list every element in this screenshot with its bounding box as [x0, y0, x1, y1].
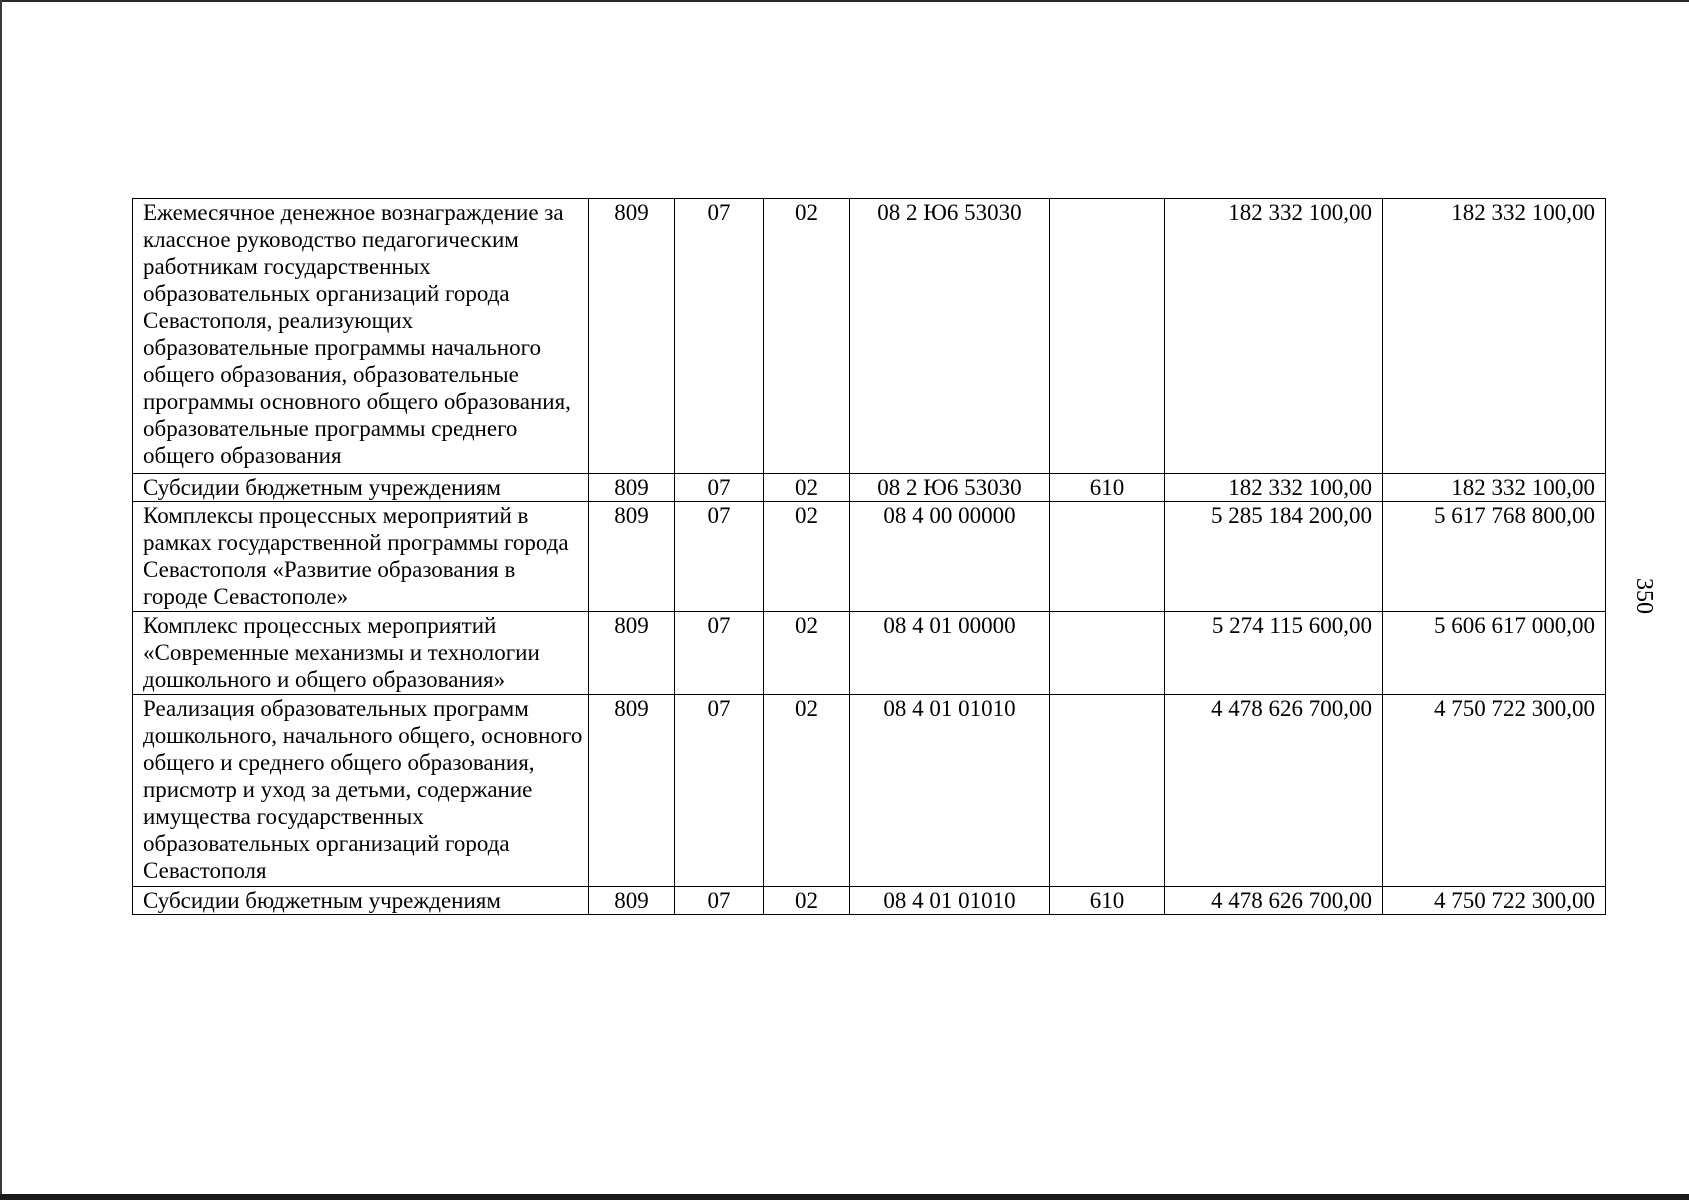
target-article-cell: 08 4 00 00000 — [850, 502, 1050, 612]
ministry-code-cell: 809 — [589, 887, 675, 915]
target-article-cell: 08 4 01 01010 — [850, 695, 1050, 887]
ministry-code-cell: 809 — [589, 474, 675, 502]
target-article-cell: 08 4 01 00000 — [850, 612, 1050, 695]
amount-year1-cell: 5 285 184 200,00 — [1165, 502, 1383, 612]
section-code-cell: 07 — [675, 887, 764, 915]
expense-name-cell: Ежемесячное денежное вознаграждение за классное руководство педагогическим работникам государственных образовательных организаций города Севастополя, реализующих образовательные программы начального общего образования, образовательные программы основного общего образования, образовательные программы среднего общего образования — [133, 199, 589, 474]
ministry-code-cell: 809 — [589, 695, 675, 887]
page-number: 350 — [1631, 578, 1657, 614]
expense-type-cell — [1050, 199, 1165, 474]
table-row — [133, 502, 1606, 612]
ministry-code-cell: 809 — [589, 612, 675, 695]
expense-name-cell: Субсидии бюджетным учреждениям — [133, 474, 589, 502]
table-row — [133, 199, 1606, 474]
table-row — [133, 612, 1606, 695]
scan-border-left — [0, 0, 2, 1200]
section-code-cell: 07 — [675, 695, 764, 887]
subsection-code-cell: 02 — [764, 199, 850, 474]
subsection-code-cell: 02 — [764, 474, 850, 502]
table-row — [133, 695, 1606, 887]
ministry-code-cell: 809 — [589, 199, 675, 474]
expense-name-cell: Субсидии бюджетным учреждениям — [133, 887, 589, 915]
table-row — [133, 887, 1606, 915]
section-code-cell: 07 — [675, 199, 764, 474]
amount-year2-cell: 182 332 100,00 — [1383, 474, 1606, 502]
amount-year2-cell: 182 332 100,00 — [1383, 199, 1606, 474]
subsection-code-cell: 02 — [764, 502, 850, 612]
target-article-cell: 08 2 Ю6 53030 — [850, 199, 1050, 474]
amount-year1-cell: 4 478 626 700,00 — [1165, 695, 1383, 887]
section-code-cell: 07 — [675, 502, 764, 612]
scan-border-bottom — [0, 1194, 1689, 1200]
table-row — [133, 474, 1606, 502]
amount-year2-cell: 4 750 722 300,00 — [1383, 887, 1606, 915]
subsection-code-cell: 02 — [764, 887, 850, 915]
amount-year2-cell: 5 617 768 800,00 — [1383, 502, 1606, 612]
expense-type-cell: 610 — [1050, 887, 1165, 915]
target-article-cell: 08 2 Ю6 53030 — [850, 474, 1050, 502]
expense-type-cell: 610 — [1050, 474, 1165, 502]
expense-name-cell: Комплекс процессных мероприятий «Современные механизмы и технологии дошкольного и общего образования» — [133, 612, 589, 695]
section-code-cell: 07 — [675, 474, 764, 502]
expense-name-cell: Реализация образовательных программ дошкольного, начального общего, основного общего и среднего общего образования, присмотр и уход за детьми, содержание имущества государственных образовательных организаций города Севастополя — [133, 695, 589, 887]
amount-year1-cell: 182 332 100,00 — [1165, 199, 1383, 474]
scan-border-top — [0, 0, 1689, 2]
amount-year1-cell: 4 478 626 700,00 — [1165, 887, 1383, 915]
amount-year1-cell: 182 332 100,00 — [1165, 474, 1383, 502]
amount-year2-cell: 4 750 722 300,00 — [1383, 695, 1606, 887]
target-article-cell: 08 4 01 01010 — [850, 887, 1050, 915]
ministry-code-cell: 809 — [589, 502, 675, 612]
expense-name-cell: Комплексы процессных мероприятий в рамках государственной программы города Севастополя «Развитие образования в городе Севастополе» — [133, 502, 589, 612]
section-code-cell: 07 — [675, 612, 764, 695]
expense-type-cell — [1050, 612, 1165, 695]
subsection-code-cell: 02 — [764, 695, 850, 887]
budget-table — [132, 198, 1606, 915]
expense-type-cell — [1050, 695, 1165, 887]
expense-type-cell — [1050, 502, 1165, 612]
subsection-code-cell: 02 — [764, 612, 850, 695]
amount-year2-cell: 5 606 617 000,00 — [1383, 612, 1606, 695]
amount-year1-cell: 5 274 115 600,00 — [1165, 612, 1383, 695]
